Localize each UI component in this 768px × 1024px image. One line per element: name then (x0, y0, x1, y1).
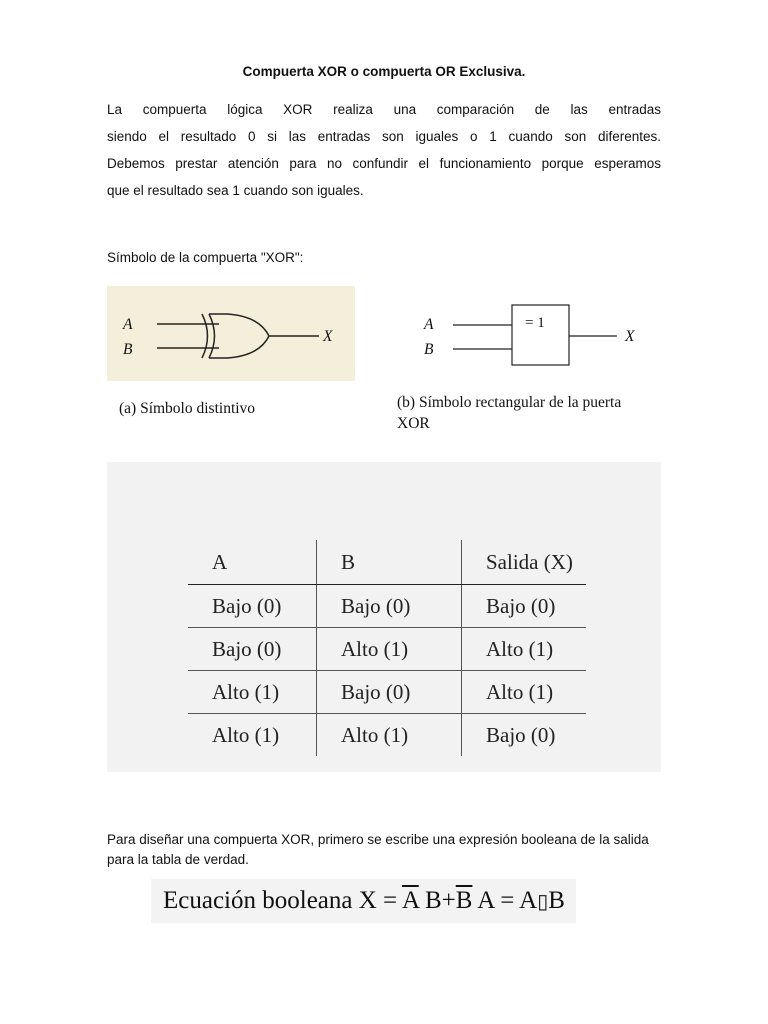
output-x-label: X (625, 328, 635, 345)
truth-table-box (107, 462, 661, 772)
design-paragraph: Para diseñar una compuerta XOR, primero se escribe una expresión booleana de la salida para la tabla de verdad. (107, 832, 649, 867)
input-a-label: A (123, 316, 133, 333)
intro-line: siendo el resultado 0 si las entradas son iguales o 1 cuando son diferentes. (107, 129, 661, 144)
table-header-row (188, 540, 586, 585)
output-x-label: X (323, 328, 333, 345)
boolean-equation (163, 887, 565, 915)
caption-rectangular-line2: XOR (397, 415, 430, 432)
equation-b-bar: $\overline{B}$ (455, 887, 473, 914)
xor-symbol-figure (107, 286, 661, 444)
table-cell: Bajo (0) (188, 628, 317, 671)
table-cell: Alto (1) (317, 714, 462, 757)
symbol-label: Símbolo de la compuerta "XOR": (107, 250, 304, 265)
table-row (188, 714, 586, 757)
header-cell: B (317, 540, 462, 585)
table-cell: Bajo (0) (317, 585, 462, 628)
equation-end: B (548, 887, 565, 914)
xor-symbols-drawing (107, 286, 661, 444)
equation-mid: B+ (418, 887, 456, 914)
table-row (188, 585, 586, 628)
equation-a-bar: $\overline{A}$ (402, 887, 419, 914)
header-cell: Salida (X) (462, 540, 587, 585)
intro-paragraph (107, 96, 661, 204)
boolean-equation-box (151, 879, 576, 923)
table-cell: Alto (1) (188, 714, 317, 757)
table-cell: Bajo (0) (462, 585, 587, 628)
caption-distinctive: (a) Símbolo distintivo (119, 400, 256, 417)
missing-glyph-icon: ▯ (537, 891, 549, 913)
header-cell: A (188, 540, 317, 585)
intro-line: que el resultado sea 1 cuando son iguales. (107, 183, 364, 198)
input-a-label: A (424, 316, 434, 333)
input-b-label: B (123, 341, 133, 358)
intro-line: Debemos prestar atención para no confundir el funcionamiento porque esperamos (107, 156, 661, 171)
table-row (188, 628, 586, 671)
table-cell: Alto (1) (462, 671, 587, 714)
table-cell: Bajo (0) (317, 671, 462, 714)
table-cell: Alto (1) (188, 671, 317, 714)
page-title: Compuerta XOR o compuerta OR Exclusiva. (242, 64, 526, 79)
table-cell: Alto (1) (462, 628, 587, 671)
truth-table (188, 540, 586, 756)
table-cell: Bajo (0) (188, 585, 317, 628)
equation-suffix: A = A (472, 887, 538, 914)
caption-rectangular: (b) Símbolo rectangular de la puerta (397, 394, 622, 411)
table-cell: Bajo (0) (486, 722, 556, 747)
equation-prefix: Ecuación booleana X = (163, 887, 403, 914)
box-label: = 1 (525, 315, 545, 331)
table-cell: Alto (1) (317, 628, 462, 671)
input-b-label: B (424, 341, 434, 358)
intro-line: La compuerta lógica XOR realiza una comparación de las entradas (107, 102, 661, 117)
table-row (188, 671, 586, 714)
